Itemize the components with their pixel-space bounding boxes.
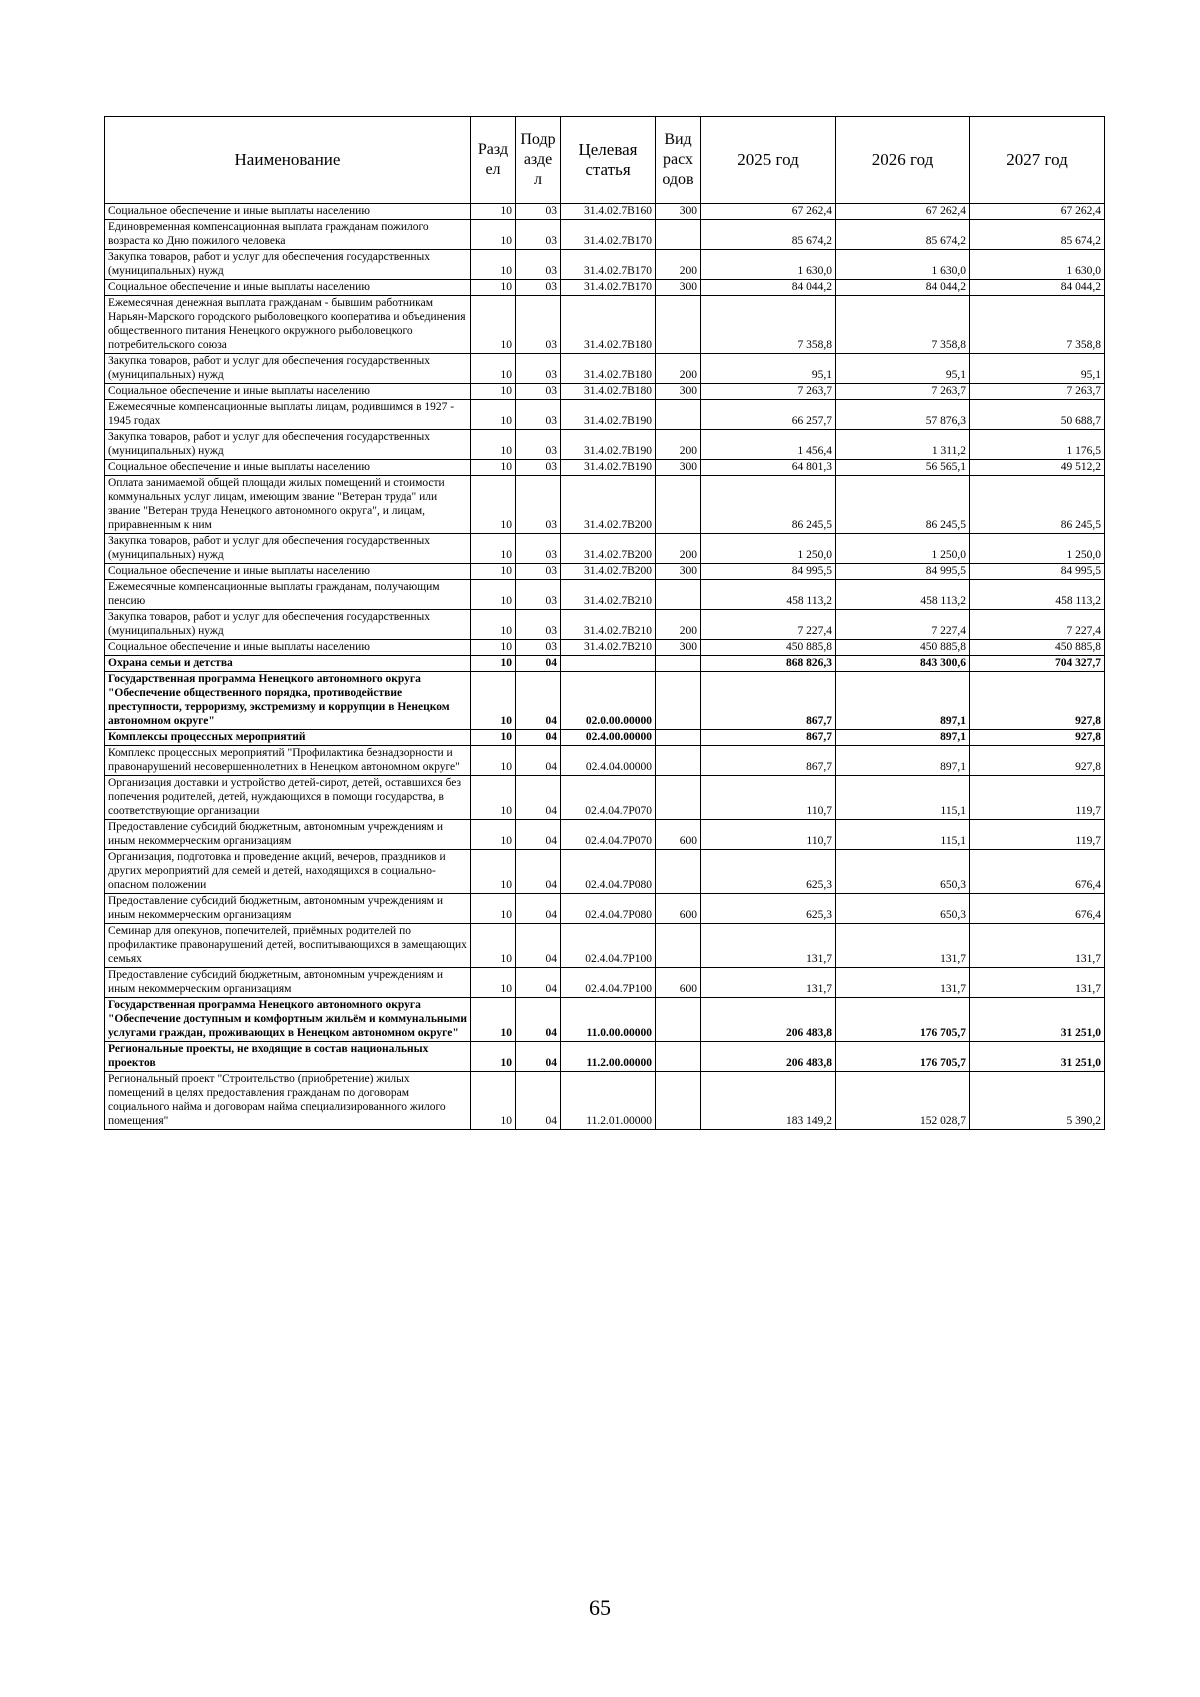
row-razdel-cell: 10 (471, 384, 516, 400)
table-row (105, 998, 1105, 1042)
row-expense-type-cell (656, 400, 701, 430)
row-2027-cell: 84 995,5 (970, 564, 1105, 580)
row-2027-cell: 85 674,2 (970, 220, 1105, 250)
row-podrazdel-cell: 04 (516, 672, 561, 730)
row-podrazdel-cell: 04 (516, 730, 561, 746)
row-2026-cell: 897,1 (836, 746, 970, 776)
table-row (105, 894, 1105, 924)
row-razdel-cell: 10 (471, 460, 516, 476)
row-2025-cell: 867,7 (701, 730, 836, 746)
row-2026-cell: 56 565,1 (836, 460, 970, 476)
row-expense-type-cell: 600 (656, 968, 701, 998)
row-podrazdel-cell: 03 (516, 460, 561, 476)
row-target-cell: 31.4.02.7В190 (561, 460, 656, 476)
row-2027-cell: 95,1 (970, 354, 1105, 384)
row-2025-cell: 66 257,7 (701, 400, 836, 430)
table-row (105, 1072, 1105, 1130)
row-2026-cell: 67 262,4 (836, 204, 970, 220)
row-2027-cell: 7 358,8 (970, 296, 1105, 354)
row-podrazdel-cell: 03 (516, 610, 561, 640)
row-2027-cell: 31 251,0 (970, 1042, 1105, 1072)
row-name-cell: Семинар для опекунов, попечителей, приёмных родителей по профилактике правонарушений детей, воспитывающихся в замещающих семьях (105, 924, 471, 968)
row-2027-cell: 119,7 (970, 820, 1105, 850)
row-expense-type-cell (656, 730, 701, 746)
row-podrazdel-cell: 04 (516, 924, 561, 968)
row-name-cell: Ежемесячная денежная выплата гражданам - бывшим работникам Нарьян-Марского городского рыболовецкого кооператива и объединения общественного питания Ненецкого окружного рыболовецкого потребительского союза (105, 296, 471, 354)
row-target-cell (561, 656, 656, 672)
row-razdel-cell: 10 (471, 430, 516, 460)
table-row (105, 640, 1105, 656)
row-razdel-cell: 10 (471, 610, 516, 640)
row-2026-cell: 115,1 (836, 776, 970, 820)
header-year-2025: 2025 год (701, 117, 836, 204)
row-expense-type-cell: 300 (656, 204, 701, 220)
row-expense-type-cell: 600 (656, 820, 701, 850)
row-podrazdel-cell: 03 (516, 640, 561, 656)
row-2027-cell: 31 251,0 (970, 998, 1105, 1042)
row-2026-cell: 86 245,5 (836, 476, 970, 534)
table-row (105, 430, 1105, 460)
table-header-row (105, 117, 1105, 204)
header-year-2027: 2027 год (970, 117, 1105, 204)
row-podrazdel-cell: 04 (516, 746, 561, 776)
row-razdel-cell: 10 (471, 204, 516, 220)
row-2027-cell: 86 245,5 (970, 476, 1105, 534)
table-row (105, 354, 1105, 384)
page-number: 65 (589, 1595, 611, 1620)
row-name-cell: Организация, подготовка и проведение акций, вечеров, праздников и других мероприятий для семей и детей, находящихся в социально-опасном положении (105, 850, 471, 894)
row-target-cell: 02.4.00.00000 (561, 730, 656, 746)
row-expense-type-cell (656, 1072, 701, 1130)
row-2025-cell: 867,7 (701, 672, 836, 730)
row-2027-cell: 7 227,4 (970, 610, 1105, 640)
row-expense-type-cell: 200 (656, 354, 701, 384)
row-razdel-cell: 10 (471, 296, 516, 354)
row-podrazdel-cell: 03 (516, 580, 561, 610)
row-razdel-cell: 10 (471, 354, 516, 384)
row-2025-cell: 625,3 (701, 850, 836, 894)
row-2027-cell: 131,7 (970, 924, 1105, 968)
row-razdel-cell: 10 (471, 534, 516, 564)
row-2025-cell: 131,7 (701, 968, 836, 998)
row-target-cell: 31.4.02.7В180 (561, 384, 656, 400)
row-target-cell: 11.2.01.00000 (561, 1072, 656, 1130)
row-2027-cell: 131,7 (970, 968, 1105, 998)
table-row (105, 746, 1105, 776)
row-2026-cell: 95,1 (836, 354, 970, 384)
row-name-cell: Предоставление субсидий бюджетным, автономным учреждениям и иным некоммерческим организациям (105, 894, 471, 924)
row-target-cell: 31.4.02.7В200 (561, 476, 656, 534)
row-razdel-cell: 10 (471, 924, 516, 968)
table-row (105, 924, 1105, 968)
row-podrazdel-cell: 03 (516, 564, 561, 580)
row-name-cell: Социальное обеспечение и иные выплаты населению (105, 384, 471, 400)
row-razdel-cell: 10 (471, 894, 516, 924)
row-expense-type-cell (656, 476, 701, 534)
row-name-cell: Единовременная компенсационная выплата гражданам пожилого возраста ко Дню пожилого человека (105, 220, 471, 250)
row-podrazdel-cell: 04 (516, 1072, 561, 1130)
row-razdel-cell: 10 (471, 730, 516, 746)
table-row (105, 400, 1105, 430)
row-expense-type-cell (656, 998, 701, 1042)
row-razdel-cell: 10 (471, 820, 516, 850)
row-2027-cell: 7 263,7 (970, 384, 1105, 400)
row-razdel-cell: 10 (471, 280, 516, 296)
row-2026-cell: 450 885,8 (836, 640, 970, 656)
table-row (105, 776, 1105, 820)
row-target-cell: 31.4.02.7В210 (561, 580, 656, 610)
row-2025-cell: 450 885,8 (701, 640, 836, 656)
row-2026-cell: 7 227,4 (836, 610, 970, 640)
row-expense-type-cell (656, 850, 701, 894)
header-name: Наименование (105, 117, 471, 204)
row-razdel-cell: 10 (471, 776, 516, 820)
row-2026-cell: 7 263,7 (836, 384, 970, 400)
row-name-cell: Охрана семьи и детства (105, 656, 471, 672)
table-row (105, 534, 1105, 564)
row-podrazdel-cell: 03 (516, 476, 561, 534)
table-row (105, 672, 1105, 730)
row-name-cell: Предоставление субсидий бюджетным, автономным учреждениям и иным некоммерческим организациям (105, 968, 471, 998)
row-expense-type-cell: 300 (656, 384, 701, 400)
row-2026-cell: 131,7 (836, 968, 970, 998)
row-target-cell: 31.4.02.7В210 (561, 640, 656, 656)
table-row (105, 204, 1105, 220)
row-2025-cell: 67 262,4 (701, 204, 836, 220)
row-name-cell: Ежемесячные компенсационные выплаты гражданам, получающим пенсию (105, 580, 471, 610)
row-razdel-cell: 10 (471, 746, 516, 776)
table-row (105, 460, 1105, 476)
row-2025-cell: 85 674,2 (701, 220, 836, 250)
row-podrazdel-cell: 04 (516, 850, 561, 894)
row-2026-cell: 131,7 (836, 924, 970, 968)
row-2027-cell: 50 688,7 (970, 400, 1105, 430)
table-row (105, 580, 1105, 610)
row-razdel-cell: 10 (471, 564, 516, 580)
table-row (105, 820, 1105, 850)
row-razdel-cell: 10 (471, 656, 516, 672)
row-expense-type-cell: 200 (656, 610, 701, 640)
row-podrazdel-cell: 03 (516, 534, 561, 564)
row-target-cell: 31.4.02.7В190 (561, 430, 656, 460)
row-expense-type-cell (656, 924, 701, 968)
row-podrazdel-cell: 04 (516, 776, 561, 820)
row-2027-cell: 5 390,2 (970, 1072, 1105, 1130)
row-name-cell: Закупка товаров, работ и услуг для обеспечения государственных (муниципальных) нужд (105, 610, 471, 640)
row-podrazdel-cell: 03 (516, 400, 561, 430)
row-expense-type-cell (656, 746, 701, 776)
row-target-cell: 11.0.00.00000 (561, 998, 656, 1042)
row-2026-cell: 152 028,7 (836, 1072, 970, 1130)
row-razdel-cell: 10 (471, 400, 516, 430)
row-name-cell: Социальное обеспечение и иные выплаты населению (105, 204, 471, 220)
row-expense-type-cell (656, 656, 701, 672)
row-2026-cell: 897,1 (836, 730, 970, 746)
row-podrazdel-cell: 04 (516, 820, 561, 850)
row-expense-type-cell: 300 (656, 564, 701, 580)
row-2026-cell: 115,1 (836, 820, 970, 850)
row-target-cell: 31.4.02.7В180 (561, 354, 656, 384)
row-name-cell: Социальное обеспечение и иные выплаты населению (105, 280, 471, 296)
row-name-cell: Оплата занимаемой общей площади жилых помещений и стоимости коммунальных услуг лицам, имеющим звание "Ветеран труда" или звание "Ветеран труда Ненецкого автономного округа", и лицам, приравненным к ним (105, 476, 471, 534)
table-body (105, 204, 1105, 1130)
row-target-cell: 02.4.04.7Р080 (561, 850, 656, 894)
row-2026-cell: 650,3 (836, 894, 970, 924)
row-target-cell: 31.4.02.7В160 (561, 204, 656, 220)
row-razdel-cell: 10 (471, 672, 516, 730)
row-2027-cell: 1 250,0 (970, 534, 1105, 564)
row-2026-cell: 84 995,5 (836, 564, 970, 580)
row-target-cell: 31.4.02.7В190 (561, 400, 656, 430)
row-name-cell: Закупка товаров, работ и услуг для обеспечения государственных (муниципальных) нужд (105, 534, 471, 564)
row-podrazdel-cell: 03 (516, 384, 561, 400)
row-razdel-cell: 10 (471, 640, 516, 656)
row-razdel-cell: 10 (471, 476, 516, 534)
row-podrazdel-cell: 04 (516, 894, 561, 924)
header-razdel: Разд ел (471, 117, 516, 204)
row-podrazdel-cell: 03 (516, 250, 561, 280)
header-podrazdel: Подр азде л (516, 117, 561, 204)
row-2025-cell: 7 358,8 (701, 296, 836, 354)
row-razdel-cell: 10 (471, 998, 516, 1042)
row-2027-cell: 676,4 (970, 850, 1105, 894)
row-expense-type-cell (656, 1042, 701, 1072)
row-2025-cell: 7 263,7 (701, 384, 836, 400)
row-2026-cell: 1 250,0 (836, 534, 970, 564)
row-expense-type-cell (656, 672, 701, 730)
row-target-cell: 02.4.04.7Р080 (561, 894, 656, 924)
row-expense-type-cell: 300 (656, 460, 701, 476)
row-target-cell: 02.4.04.7Р070 (561, 820, 656, 850)
row-2025-cell: 84 044,2 (701, 280, 836, 296)
row-name-cell: Закупка товаров, работ и услуг для обеспечения государственных (муниципальных) нужд (105, 430, 471, 460)
row-2027-cell: 676,4 (970, 894, 1105, 924)
row-podrazdel-cell: 04 (516, 998, 561, 1042)
row-target-cell: 31.4.02.7В170 (561, 220, 656, 250)
table-row (105, 476, 1105, 534)
row-expense-type-cell: 300 (656, 280, 701, 296)
row-expense-type-cell (656, 580, 701, 610)
row-2026-cell: 843 300,6 (836, 656, 970, 672)
row-name-cell: Предоставление субсидий бюджетным, автономным учреждениям и иным некоммерческим организациям (105, 820, 471, 850)
table-row (105, 730, 1105, 746)
row-target-cell: 31.4.02.7В200 (561, 564, 656, 580)
row-2027-cell: 927,8 (970, 730, 1105, 746)
row-name-cell: Ежемесячные компенсационные выплаты лицам, родившимся в 1927 - 1945 годах (105, 400, 471, 430)
row-podrazdel-cell: 04 (516, 1042, 561, 1072)
row-target-cell: 31.4.02.7В200 (561, 534, 656, 564)
row-podrazdel-cell: 03 (516, 220, 561, 250)
row-name-cell: Социальное обеспечение и иные выплаты населению (105, 460, 471, 476)
row-2026-cell: 176 705,7 (836, 998, 970, 1042)
row-2027-cell: 458 113,2 (970, 580, 1105, 610)
row-podrazdel-cell: 03 (516, 280, 561, 296)
row-razdel-cell: 10 (471, 850, 516, 894)
row-name-cell: Государственная программа Ненецкого автономного округа "Обеспечение общественного порядка, противодействие преступности, терроризму, экстремизму и коррупции в Ненецком автономном округе" (105, 672, 471, 730)
document-page (104, 116, 1104, 1130)
row-2025-cell: 84 995,5 (701, 564, 836, 580)
row-2026-cell: 458 113,2 (836, 580, 970, 610)
row-expense-type-cell: 200 (656, 534, 701, 564)
row-razdel-cell: 10 (471, 250, 516, 280)
row-2027-cell: 1 630,0 (970, 250, 1105, 280)
row-name-cell: Социальное обеспечение и иные выплаты населению (105, 640, 471, 656)
row-2025-cell: 1 456,4 (701, 430, 836, 460)
row-2027-cell: 49 512,2 (970, 460, 1105, 476)
table-row (105, 850, 1105, 894)
row-2025-cell: 86 245,5 (701, 476, 836, 534)
table-row (105, 220, 1105, 250)
header-expense-type: Вид расх одов (656, 117, 701, 204)
table-row (105, 1042, 1105, 1072)
row-target-cell: 02.4.04.7Р100 (561, 968, 656, 998)
row-target-cell: 31.4.02.7В170 (561, 250, 656, 280)
row-2025-cell: 95,1 (701, 354, 836, 384)
row-target-cell: 02.4.04.7Р070 (561, 776, 656, 820)
row-2025-cell: 110,7 (701, 820, 836, 850)
row-2027-cell: 450 885,8 (970, 640, 1105, 656)
row-expense-type-cell: 200 (656, 430, 701, 460)
table-row (105, 610, 1105, 640)
table-row (105, 968, 1105, 998)
row-2025-cell: 110,7 (701, 776, 836, 820)
row-target-cell: 31.4.02.7В170 (561, 280, 656, 296)
header-target-article: Целевая статья (561, 117, 656, 204)
row-2025-cell: 206 483,8 (701, 1042, 836, 1072)
row-razdel-cell: 10 (471, 1042, 516, 1072)
row-name-cell: Закупка товаров, работ и услуг для обеспечения государственных (муниципальных) нужд (105, 250, 471, 280)
row-name-cell: Социальное обеспечение и иные выплаты населению (105, 564, 471, 580)
row-podrazdel-cell: 03 (516, 430, 561, 460)
table-row (105, 656, 1105, 672)
row-2025-cell: 458 113,2 (701, 580, 836, 610)
row-target-cell: 02.4.04.7Р100 (561, 924, 656, 968)
row-target-cell: 02.4.04.00000 (561, 746, 656, 776)
row-2026-cell: 85 674,2 (836, 220, 970, 250)
row-podrazdel-cell: 03 (516, 296, 561, 354)
row-2025-cell: 867,7 (701, 746, 836, 776)
table-row (105, 280, 1105, 296)
row-2025-cell: 7 227,4 (701, 610, 836, 640)
row-2027-cell: 119,7 (970, 776, 1105, 820)
row-podrazdel-cell: 04 (516, 656, 561, 672)
row-razdel-cell: 10 (471, 580, 516, 610)
row-name-cell: Региональный проект "Строительство (приобретение) жилых помещений в целях предоставления гражданам по договорам социального найма и договорам найма специализированного жилого помещения" (105, 1072, 471, 1130)
row-2026-cell: 176 705,7 (836, 1042, 970, 1072)
row-name-cell: Организация доставки и устройство детей-сирот, детей, оставшихся без попечения родителей, детей, нуждающихся в помощи государства, в соответствующие организации (105, 776, 471, 820)
row-2026-cell: 1 311,2 (836, 430, 970, 460)
row-2025-cell: 868 826,3 (701, 656, 836, 672)
table-row (105, 384, 1105, 400)
row-2027-cell: 67 262,4 (970, 204, 1105, 220)
row-name-cell: Государственная программа Ненецкого автономного округа "Обеспечение доступным и комфортным жильём и коммунальными услугами граждан, проживающих в Ненецком автономном округе" (105, 998, 471, 1042)
budget-table (104, 116, 1105, 1130)
row-podrazdel-cell: 04 (516, 968, 561, 998)
row-expense-type-cell: 300 (656, 640, 701, 656)
row-name-cell: Региональные проекты, не входящие в состав национальных проектов (105, 1042, 471, 1072)
row-expense-type-cell (656, 296, 701, 354)
row-expense-type-cell: 200 (656, 250, 701, 280)
row-2026-cell: 84 044,2 (836, 280, 970, 296)
row-name-cell: Закупка товаров, работ и услуг для обеспечения государственных (муниципальных) нужд (105, 354, 471, 384)
row-2027-cell: 84 044,2 (970, 280, 1105, 296)
row-2026-cell: 650,3 (836, 850, 970, 894)
row-target-cell: 02.0.00.00000 (561, 672, 656, 730)
row-podrazdel-cell: 03 (516, 354, 561, 384)
row-razdel-cell: 10 (471, 1072, 516, 1130)
row-2027-cell: 704 327,7 (970, 656, 1105, 672)
row-2027-cell: 927,8 (970, 746, 1105, 776)
row-razdel-cell: 10 (471, 220, 516, 250)
row-target-cell: 31.4.02.7В210 (561, 610, 656, 640)
row-2025-cell: 206 483,8 (701, 998, 836, 1042)
row-2025-cell: 1 630,0 (701, 250, 836, 280)
row-2025-cell: 131,7 (701, 924, 836, 968)
table-row (105, 296, 1105, 354)
row-expense-type-cell: 600 (656, 894, 701, 924)
row-2026-cell: 1 630,0 (836, 250, 970, 280)
row-2027-cell: 1 176,5 (970, 430, 1105, 460)
row-razdel-cell: 10 (471, 968, 516, 998)
row-2025-cell: 64 801,3 (701, 460, 836, 476)
row-name-cell: Комплексы процессных мероприятий (105, 730, 471, 746)
row-2025-cell: 183 149,2 (701, 1072, 836, 1130)
row-2027-cell: 927,8 (970, 672, 1105, 730)
row-2026-cell: 57 876,3 (836, 400, 970, 430)
row-expense-type-cell (656, 776, 701, 820)
table-row (105, 250, 1105, 280)
row-name-cell: Комплекс процессных мероприятий "Профилактика безнадзорности и правонарушений несовершеннолетних в Ненецком автономном округе" (105, 746, 471, 776)
header-year-2026: 2026 год (836, 117, 970, 204)
row-target-cell: 11.2.00.00000 (561, 1042, 656, 1072)
table-row (105, 564, 1105, 580)
row-2026-cell: 7 358,8 (836, 296, 970, 354)
row-expense-type-cell (656, 220, 701, 250)
row-2026-cell: 897,1 (836, 672, 970, 730)
row-2025-cell: 1 250,0 (701, 534, 836, 564)
row-target-cell: 31.4.02.7В180 (561, 296, 656, 354)
row-2025-cell: 625,3 (701, 894, 836, 924)
row-podrazdel-cell: 03 (516, 204, 561, 220)
